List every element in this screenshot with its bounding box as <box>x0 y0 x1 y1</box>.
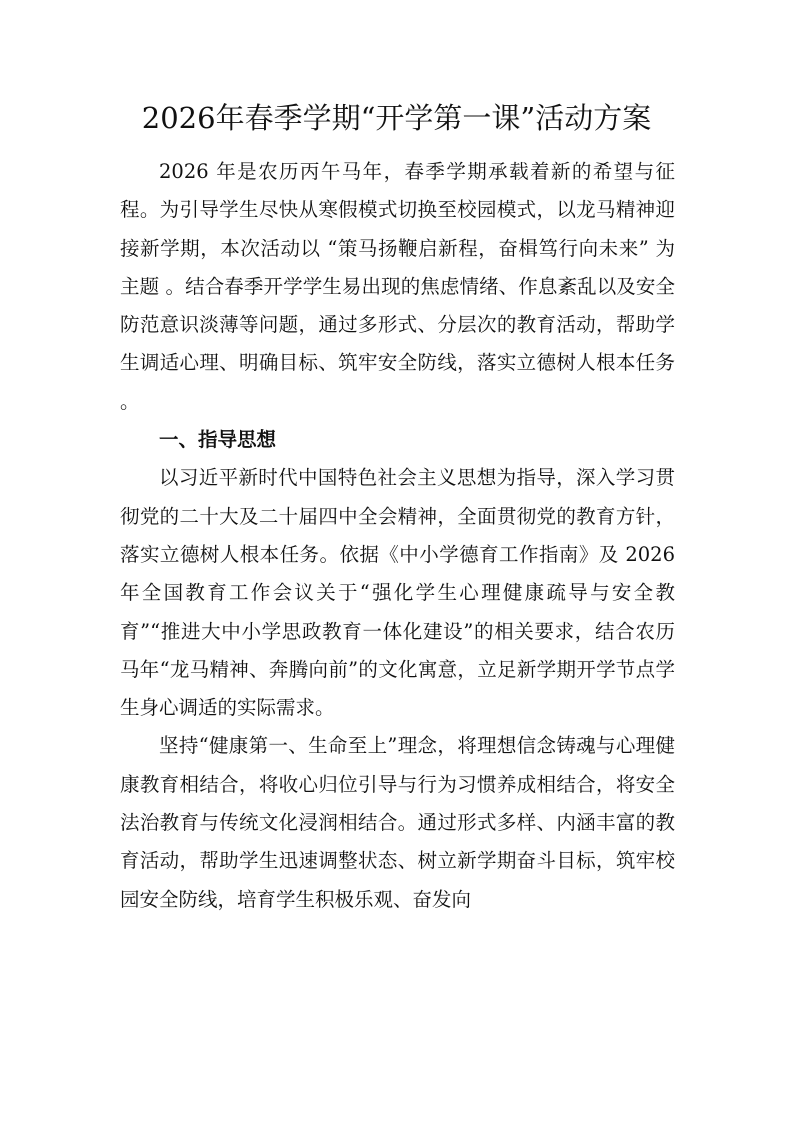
section-heading: 一、指导思想 <box>159 428 277 452</box>
section-paragraph: 坚持“健康第一、生命至上”理念，将理想信念铸魂与心理健康教育相结合，将收心归位引导与行为习惯养成相结合，将安全法治教育与传统文化浸润相结合。通过形式多样、内涵丰富的教育活动，帮助学生迅速调整状态、树立新学期奋斗目标，筑牢校园安全防线，培育学生积极乐观、奋发向 <box>120 734 675 911</box>
intro-paragraph: 2026 年是农历丙午马年，春季学期承载着新的希望与征程。为引导学生尽快从寒假模式切换至校园模式，以龙马精神迎接新学期，本次活动以 “策马扬鞭启新程，奋楫笃行向未来” 为主题 。结合春季开学学生易出现的焦虑情绪、作息紊乱以及安全防范意识淡薄等问题，通过多形式、分层次的教育活动，帮助学生调适心理、明确目标、筑牢安全防线，落实立德树人根本任务 。 <box>120 160 675 413</box>
section-paragraph: 以习近平新时代中国特色社会主义思想为指导，深入学习贯彻党的二十大及二十届四中全会精神，全面贯彻党的教育方针，落实立德树人根本任务。依据《中小学德育工作指南》及 2026 年全国教育工作会议关于“强化学生心理健康疏导与安全教育”“推进大中小学思政教育一体化建设”的相关要求，结合农历马年“龙马精神、奔腾向前”的文化寓意，立足新学期开学节点学生身心调适的实际需求。 <box>120 466 675 720</box>
document-body <box>120 153 675 919</box>
document-title: 2026年春季学期“开学第一课”活动方案 <box>141 101 652 135</box>
